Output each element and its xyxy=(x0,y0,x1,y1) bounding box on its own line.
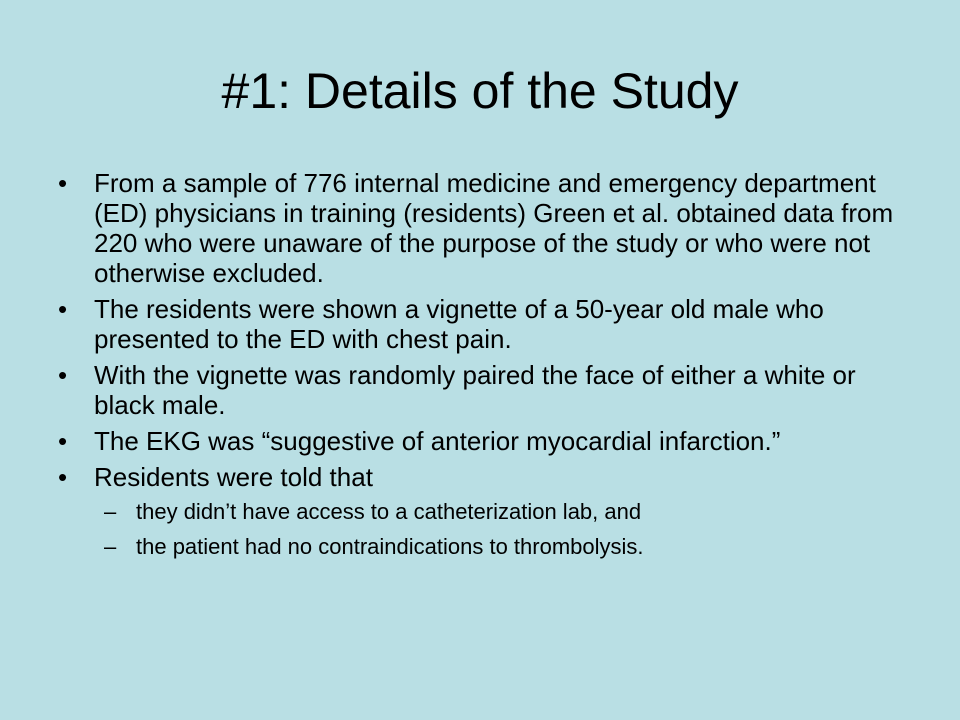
bullet-item xyxy=(56,294,906,354)
sub-bullet-text: they didn’t have access to a catheterization lab, and xyxy=(136,499,642,524)
bullet-icon: • xyxy=(58,360,68,390)
bullet-icon: • xyxy=(58,426,68,456)
bullet-text: From a sample of 776 internal medicine and emergency department (ED) physicians in training (residents) Green et al. obtained data from 220 who were unaware of the purpose of the study or who were not otherwise excluded. xyxy=(94,168,894,288)
sub-bullet-list xyxy=(94,498,906,561)
bullet-item xyxy=(56,426,906,456)
dash-icon: – xyxy=(104,499,117,524)
bullet-item xyxy=(56,462,906,561)
bullet-item xyxy=(56,360,906,420)
bullet-text: Residents were told that xyxy=(94,462,373,492)
bullet-icon: • xyxy=(58,168,68,198)
sub-bullet-text: the patient had no contraindications to thrombolysis. xyxy=(136,534,644,559)
dash-icon: – xyxy=(104,534,117,559)
slide-title: #1: Details of the Study xyxy=(221,63,739,119)
bullet-item xyxy=(56,168,906,288)
bullet-text: The EKG was “suggestive of anterior myocardial infarction.” xyxy=(94,426,781,456)
bullet-icon: • xyxy=(58,462,68,492)
sub-bullet-item xyxy=(94,533,906,561)
bullet-icon: • xyxy=(58,294,68,324)
bullet-text: With the vignette was randomly paired the face of either a white or black male. xyxy=(94,360,856,420)
bullet-text: The residents were shown a vignette of a 50-year old male who presented to the ED with chest pain. xyxy=(94,294,824,354)
bullet-list xyxy=(56,168,906,568)
sub-bullet-item xyxy=(94,498,906,526)
